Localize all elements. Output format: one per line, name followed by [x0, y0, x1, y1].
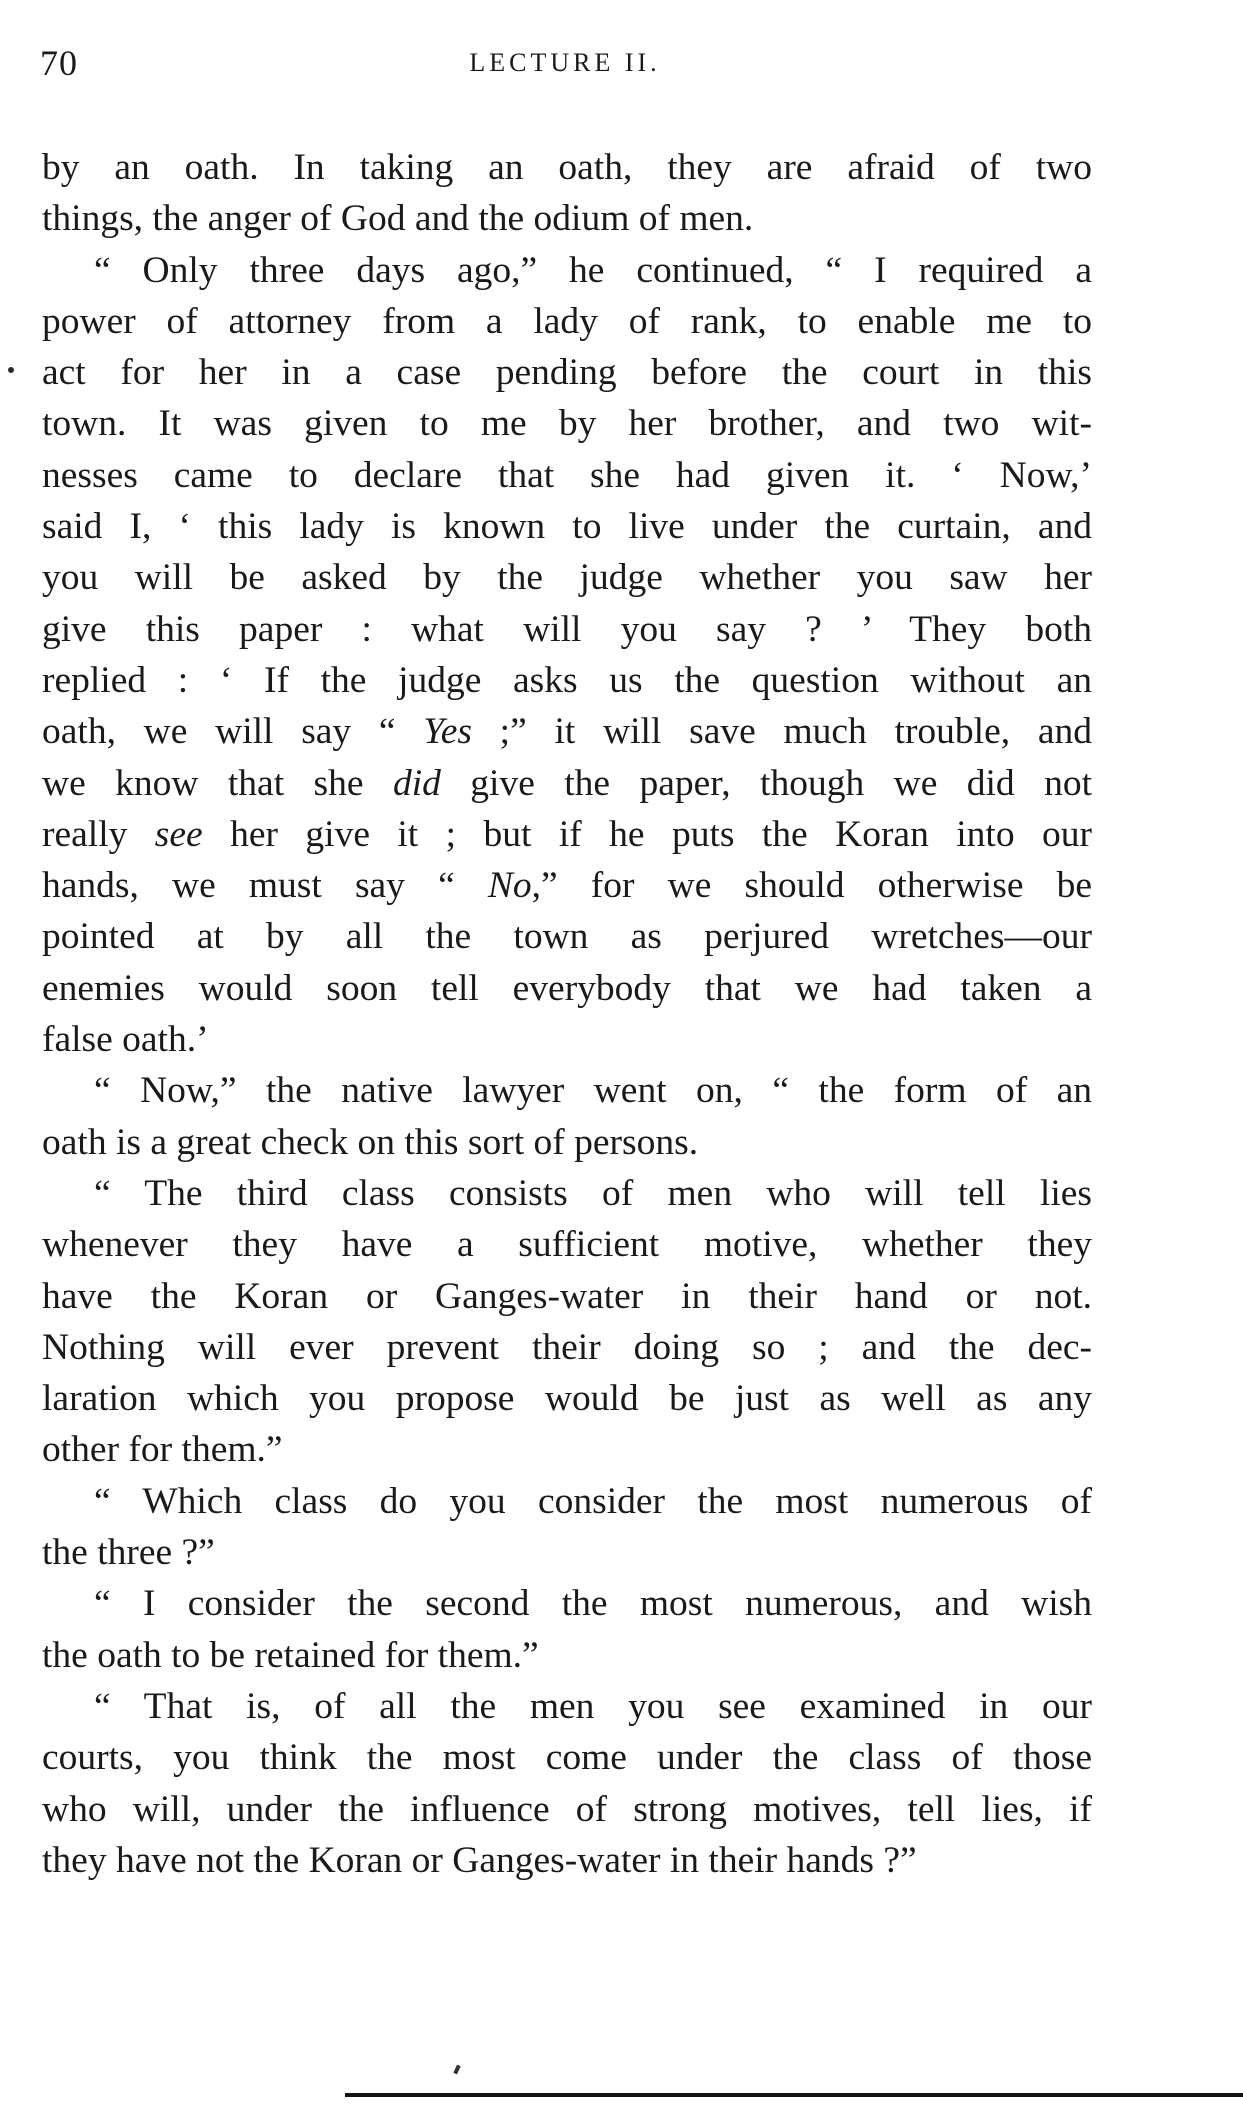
text-line: [42, 142, 1092, 193]
text-line: [42, 1065, 1092, 1116]
text-segment: by an oath. In taking an oath, they are afraid of two: [42, 147, 1092, 188]
text-segment: “ The third class consists of men who will tell lies: [94, 1172, 1092, 1214]
text-line: [42, 1373, 1092, 1424]
text-line: [42, 1681, 1092, 1732]
text-segment: whenever they have a sufficient motive, whether they: [42, 1224, 1092, 1266]
text-segment: false oath.’: [42, 1019, 209, 1061]
text-line: [42, 655, 1092, 706]
text-line: [42, 1732, 1092, 1783]
text-segment: the three ?”: [42, 1532, 215, 1574]
text-segment: said I, ‘ this lady is known to live under the curtain, and: [42, 506, 1092, 548]
text-line: [42, 1117, 1092, 1168]
text-segment: “ Which class do you consider the most numerous of: [94, 1480, 1092, 1522]
text-segment: replied : ‘ If the judge asks us the question without an: [42, 659, 1092, 701]
text-line: [42, 552, 1092, 603]
body-text: [42, 142, 1092, 1886]
bottom-edge-rule: [345, 2093, 1243, 2097]
italic-word: No: [487, 865, 532, 907]
text-segment: pointed at by all the town as perjured wretches—our: [42, 916, 1092, 958]
page-header: [40, 42, 1090, 92]
text-segment: Nothing will ever prevent their doing so ; and the dec-: [42, 1326, 1092, 1368]
text-line: [42, 1630, 1092, 1681]
text-segment: her give it ; but if he puts the Koran into our: [202, 813, 1092, 855]
text-line: [42, 1527, 1092, 1578]
margin-ink-mark: [8, 367, 14, 373]
text-line: [42, 1168, 1092, 1219]
text-line: [42, 1835, 1092, 1886]
text-segment: really: [42, 813, 155, 855]
text-segment: courts, you think the most come under the class of those: [42, 1737, 1092, 1779]
text-line: [42, 809, 1092, 860]
text-line: [42, 860, 1092, 911]
text-line: [42, 296, 1092, 347]
ink-speck: [453, 2065, 460, 2075]
text-segment: power of attorney from a lady of rank, to enable me to: [42, 300, 1092, 342]
running-head: LECTURE II.: [469, 48, 661, 77]
text-line: [42, 1271, 1092, 1322]
text-segment: you will be asked by the judge whether you saw her: [42, 557, 1092, 599]
text-line: [42, 1784, 1092, 1835]
text-segment: nesses came to declare that she had given it. ‘ Now,’: [42, 454, 1092, 496]
text-line: [42, 706, 1092, 757]
text-segment: we know that she: [42, 762, 393, 804]
text-line: [42, 501, 1092, 552]
italic-word: did: [392, 762, 441, 804]
text-line: [42, 1219, 1092, 1270]
text-segment: “ That is, of all the men you see examined in our: [94, 1685, 1092, 1727]
text-segment: laration which you propose would be just as well as any: [42, 1378, 1092, 1420]
text-line: [42, 450, 1092, 501]
page-number: 70: [40, 43, 78, 83]
text-segment: they have not the Koran or Ganges-water in their hands ?”: [42, 1839, 917, 1881]
text-line: [42, 193, 1092, 244]
text-segment: “ Only three days ago,” he continued, “ I required a: [94, 249, 1092, 291]
text-line: [42, 963, 1092, 1014]
text-segment: enemies would soon tell everybody that we had taken a: [42, 967, 1092, 1009]
text-line: [42, 1578, 1092, 1629]
text-line: [42, 398, 1092, 449]
text-segment: town. It was given to me by her brother, and two wit-: [42, 403, 1092, 445]
text-segment: who will, under the influence of strong motives, tell lies, if: [42, 1788, 1092, 1830]
text-segment: give this paper : what will you say ? ’ They both: [42, 608, 1092, 650]
text-segment: the oath to be retained for them.”: [42, 1634, 539, 1676]
text-line: [42, 1424, 1092, 1475]
italic-word: see: [154, 813, 203, 855]
text-line: [42, 604, 1092, 655]
text-line: [42, 1476, 1092, 1527]
text-line: [42, 1322, 1092, 1373]
text-line: [42, 758, 1092, 809]
italic-word: Yes: [423, 711, 472, 753]
text-segment: “ Now,” the native lawyer went on, “ the form of an: [94, 1070, 1092, 1112]
text-line: [42, 245, 1092, 296]
text-segment: other for them.”: [42, 1429, 283, 1471]
text-segment: hands, we must say “: [42, 865, 488, 907]
text-segment: have the Koran or Ganges-water in their hand or not.: [42, 1275, 1092, 1317]
text-segment: ,” for we should otherwise be: [531, 865, 1092, 907]
text-segment: things, the anger of God and the odium of men.: [42, 198, 754, 240]
text-line: [42, 911, 1092, 962]
text-line: [42, 1014, 1092, 1065]
text-segment: oath, we will say “: [42, 711, 424, 753]
text-line: [42, 347, 1092, 398]
text-segment: “ I consider the second the most numerous, and wish: [94, 1583, 1092, 1625]
text-segment: give the paper, though we did not: [440, 762, 1093, 804]
text-segment: act for her in a case pending before the court in this: [42, 352, 1092, 394]
text-segment: ;” it will save much trouble, and: [471, 711, 1092, 753]
text-segment: oath is a great check on this sort of persons.: [42, 1121, 699, 1163]
